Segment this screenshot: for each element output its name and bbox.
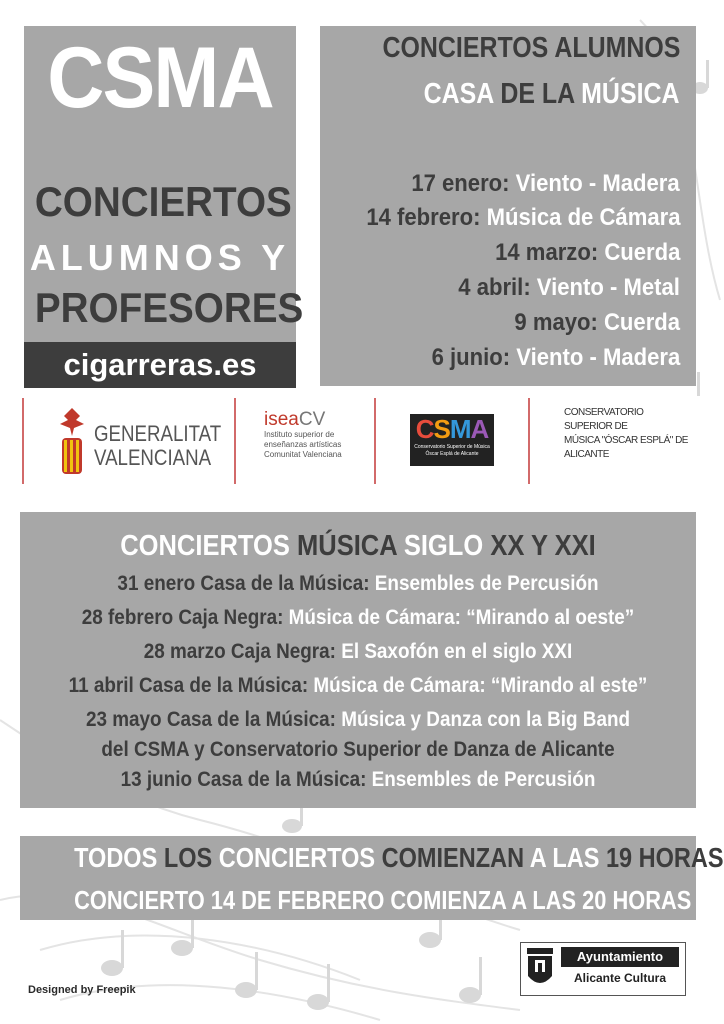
logo-divider <box>374 398 376 484</box>
title-panel <box>24 26 304 342</box>
title-line-profesores: PROFESORES <box>34 284 304 331</box>
iseacv-mark: isea <box>264 409 299 430</box>
modern-music-title: CONCIERTOS MÚSICA SIGLO XX Y XXI <box>120 530 596 562</box>
schedule-item: 4 abril: Viento - Metal <box>458 274 680 301</box>
iseacv-sub1: Instituto superior de <box>264 430 335 439</box>
student-concerts-title: CONCIERTOS ALUMNOS <box>382 32 680 64</box>
sponsor-logos <box>20 396 700 488</box>
generalitat-logo <box>56 404 226 480</box>
logo-divider <box>234 398 236 484</box>
iseacv-sub2: enseñanzas artísticas <box>264 440 342 449</box>
coat-of-arms-icon <box>56 406 88 478</box>
title-line-alumnos: ALUMNOS Y <box>29 237 291 278</box>
conservatorio-line4: ALICANTE <box>564 449 609 460</box>
start-time-bar <box>20 836 724 882</box>
website-link[interactable]: cigarreras.es <box>24 342 296 388</box>
iseacv-sub3: Comunitat Valenciana <box>264 450 342 459</box>
conservatorio-line2: SUPERIOR DE <box>564 421 628 432</box>
csma-logo-sub2: Óscar Esplá de Alicante <box>425 451 479 457</box>
csma-logo-sub1: Conservatorio Superior de Música <box>414 444 490 450</box>
conservatorio-logo <box>564 406 700 462</box>
schedule-item: 9 mayo: Cuerda <box>514 309 680 336</box>
ayuntamiento-logo <box>520 942 686 996</box>
ayuntamiento-title: Ayuntamiento <box>561 947 679 967</box>
generalitat-line1: GENERALITAT <box>94 421 222 446</box>
csma-acronym: CSMA <box>47 30 273 126</box>
title-line-conciertos: CONCIERTOS <box>34 178 292 225</box>
exception-bar <box>20 882 696 920</box>
conservatorio-line1: CONSERVATORIO <box>564 407 644 418</box>
schedule-item: 17 enero: Viento - Madera <box>411 170 680 197</box>
event-row: 28 marzo Caja Negra: El Saxofón en el siglo XXI <box>143 640 573 663</box>
student-concerts-venue: CASA DE LA MÚSICA <box>424 78 680 110</box>
event-row: del CSMA y Conservatorio Superior de Danza de Alicante <box>101 738 615 761</box>
modern-music-panel <box>20 512 696 808</box>
city-crest-icon <box>525 946 555 992</box>
event-row: 31 enero Casa de la Música: Ensembles de Percusión <box>117 572 599 595</box>
logo-divider <box>528 398 530 484</box>
schedule-item: 14 febrero: Música de Cámara <box>365 204 680 231</box>
start-time-text: TODOS LOS CONCIERTOS COMIENZAN A LAS 19 HORAS <box>74 842 724 873</box>
iseacv-logo <box>264 410 374 460</box>
student-concerts-panel <box>320 26 696 386</box>
ayuntamiento-subtitle: Alicante Cultura <box>573 971 666 985</box>
event-row: 13 junio Casa de la Música: Ensembles de Percusión <box>120 768 596 791</box>
conservatorio-line3: MÚSICA "ÓSCAR ESPLÁ" DE <box>564 435 688 446</box>
logo-divider <box>22 398 24 484</box>
event-row: 23 mayo Casa de la Música: Música y Danza con la Big Band <box>85 708 631 731</box>
schedule-item: 6 junio: Viento - Madera <box>431 344 680 371</box>
exception-text: CONCIERTO 14 DE FEBRERO COMIENZA A LAS 20 HORAS <box>74 885 692 915</box>
event-row: 11 abril Casa de la Música: Música de Cámara: “Mirando al este” <box>68 674 648 697</box>
schedule-item: 14 marzo: Cuerda <box>494 239 680 266</box>
iseacv-suffix: CV <box>298 409 326 430</box>
event-row: 28 febrero Caja Negra: Música de Cámara: “Mirando al oeste” <box>81 606 635 629</box>
designer-credit: Designed by Freepik <box>28 984 136 996</box>
csma-logo: CSMA Conservatorio Superior de Música Óscar Esplá de Alicante <box>410 414 494 466</box>
generalitat-line2: VALENCIANA <box>94 445 212 470</box>
